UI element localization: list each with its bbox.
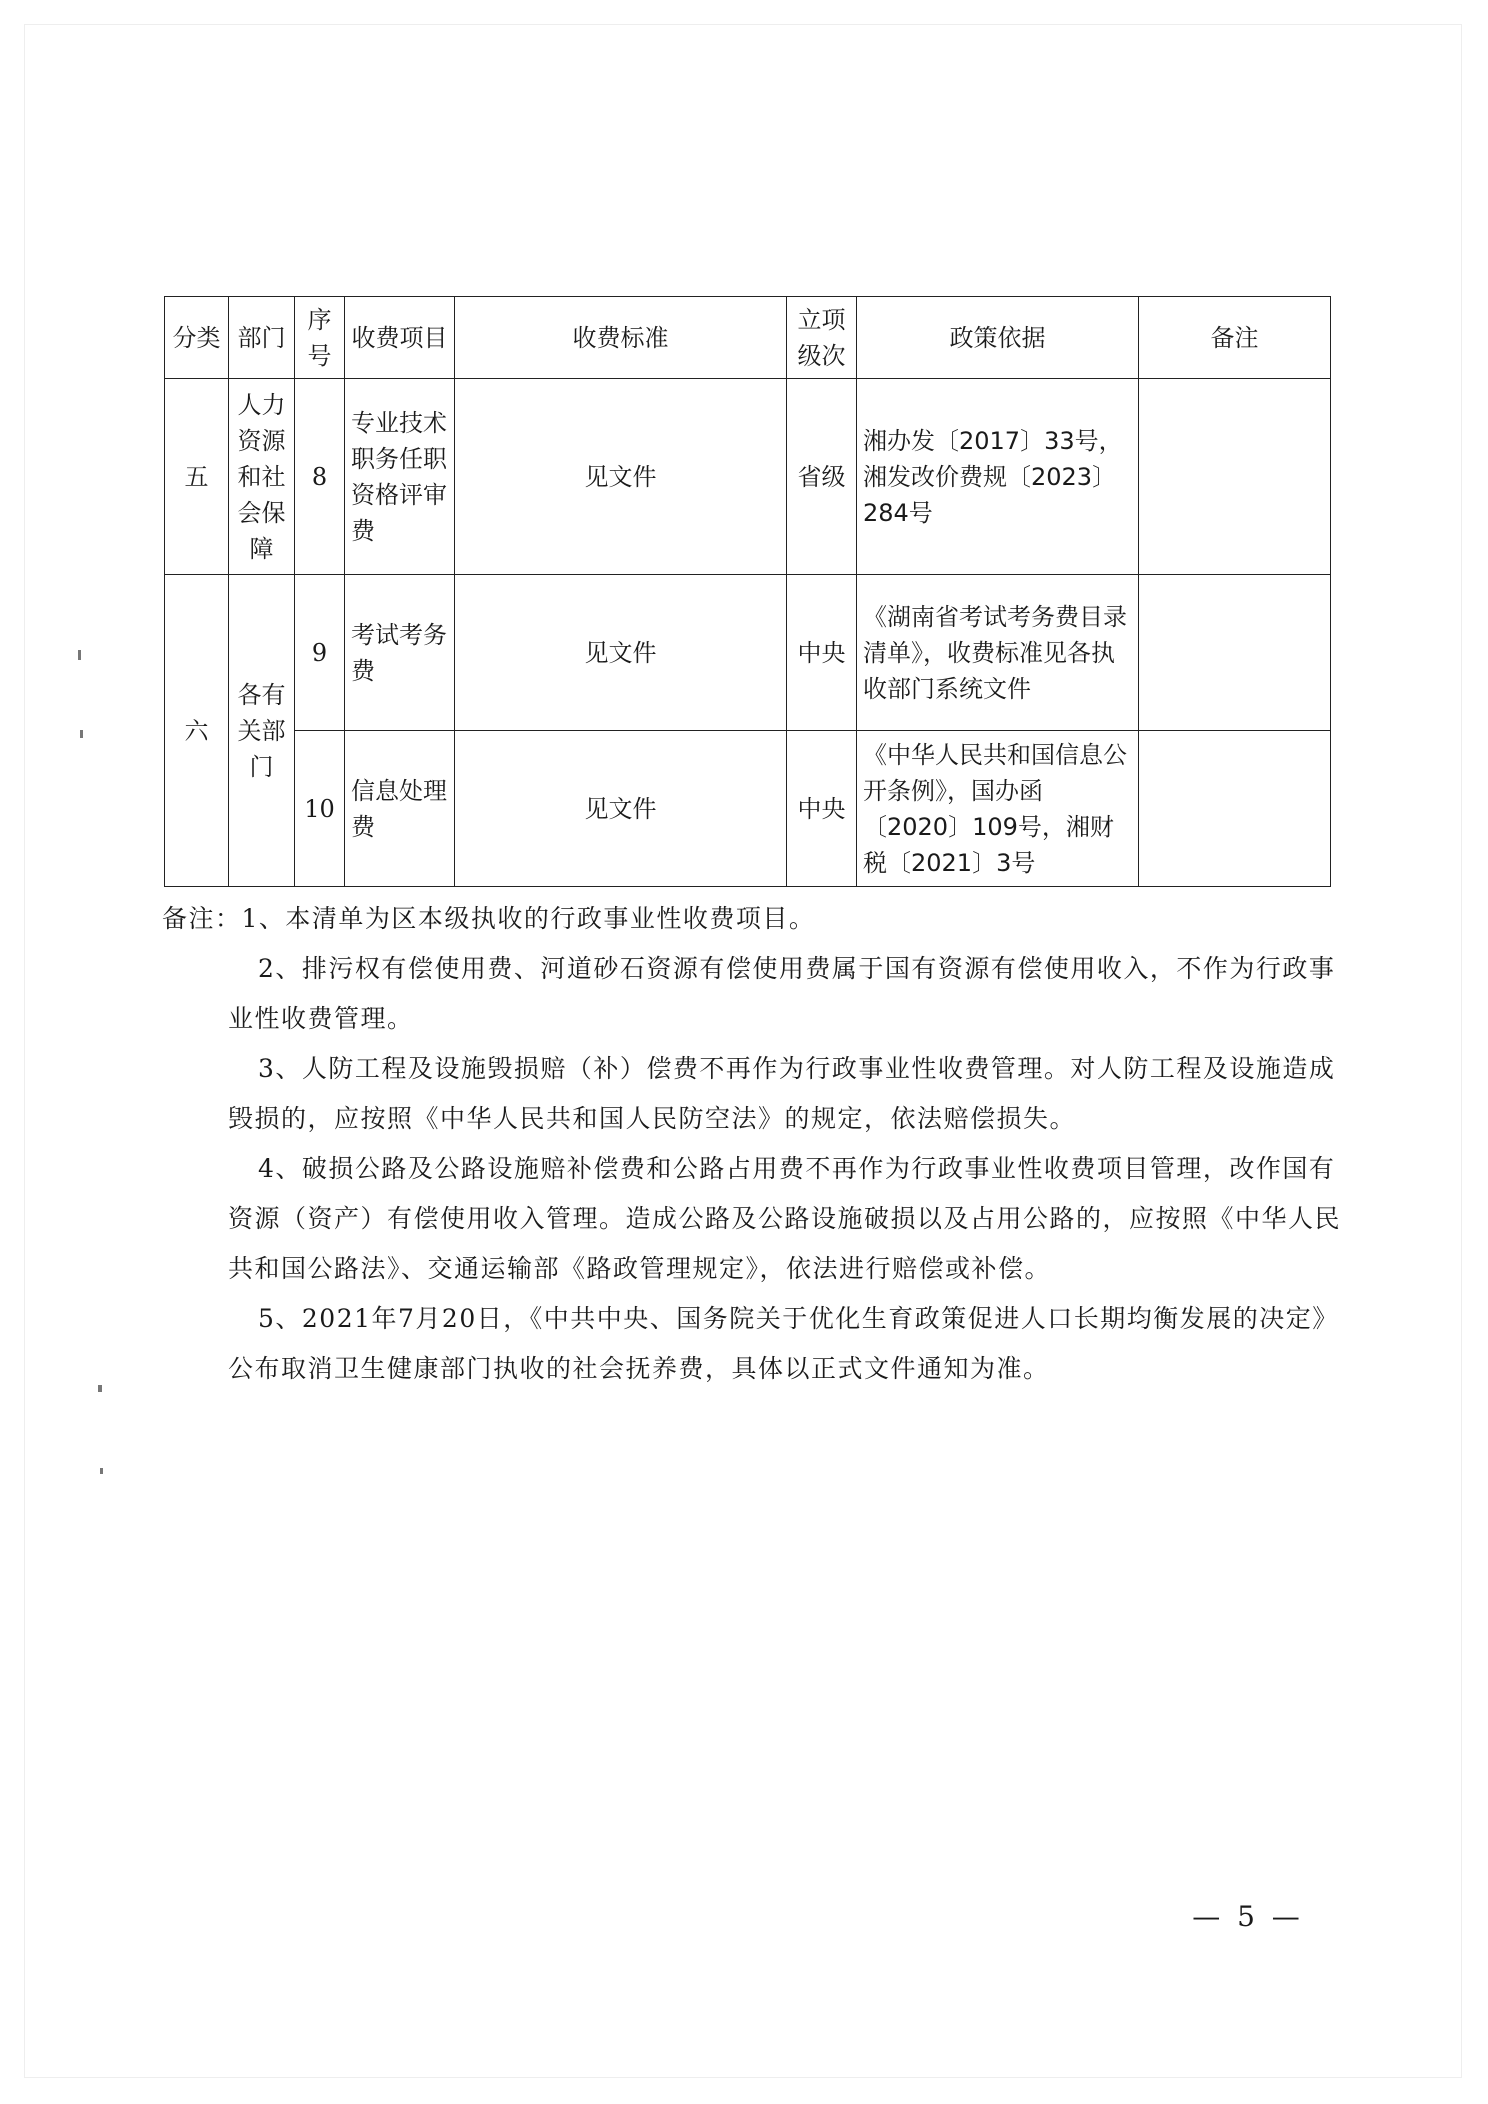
header-item: 收费项目 xyxy=(345,297,455,379)
note-item-1 xyxy=(162,894,1342,944)
row-basis: 湘办发〔2017〕33号，湘发改价费规〔2023〕284号 xyxy=(857,379,1139,575)
header-category: 分类 xyxy=(165,297,229,379)
row-item: 信息处理费 xyxy=(345,731,455,887)
header-standard: 收费标准 xyxy=(455,297,787,379)
header-basis: 政策依据 xyxy=(857,297,1139,379)
scan-speck xyxy=(100,1468,103,1474)
row-standard: 见文件 xyxy=(455,731,787,887)
row-department: 各有关部门 xyxy=(229,575,295,887)
row-basis: 《湖南省考试考务费目录清单》，收费标准见各执收部门系统文件 xyxy=(857,575,1139,731)
row-seq: 9 xyxy=(295,575,345,731)
row-remark xyxy=(1139,731,1331,887)
row-department: 人力资源和社会保障 xyxy=(229,379,295,575)
header-level: 立项级次 xyxy=(787,297,857,379)
note-item-3: 3、人防工程及设施毁损赔（补）偿费不再作为行政事业性收费管理。对人防工程及设施造成毁损的，应按照《中华人民共和国人民防空法》的规定，依法赔偿损失。 xyxy=(228,1054,1336,1133)
note-item-4: 4、破损公路及公路设施赔补偿费和公路占用费不再作为行政事业性收费项目管理，改作国有资源（资产）有偿使用收入管理。造成公路及公路设施破损以及占用公路的，应按照《中华人民共和国公路法》、交通运输部《路政管理规定》，依法进行赔偿或补偿。 xyxy=(228,1154,1342,1283)
table-row xyxy=(165,731,1331,887)
row-item: 专业技术职务任职资格评审费 xyxy=(345,379,455,575)
header-department: 部门 xyxy=(229,297,295,379)
header-remark: 备注 xyxy=(1139,297,1331,379)
fee-table xyxy=(164,296,1331,887)
page-number: — 5 — xyxy=(1192,1900,1304,1933)
row-remark xyxy=(1139,379,1331,575)
scan-speck xyxy=(98,1385,102,1392)
row-item: 考试考务费 xyxy=(345,575,455,731)
notes xyxy=(162,894,1342,1394)
row-level: 中央 xyxy=(787,731,857,887)
scan-speck xyxy=(78,650,81,660)
note-item-5: 5、2021年7月20日，《中共中央、国务院关于优化生育政策促进人口长期均衡发展的决定》公布取消卫生健康部门执收的社会抚养费，具体以正式文件通知为准。 xyxy=(228,1304,1339,1383)
table-row xyxy=(165,575,1331,731)
table-row xyxy=(165,379,1331,575)
table-header-row xyxy=(165,297,1331,379)
header-seq: 序号 xyxy=(295,297,345,379)
scan-speck xyxy=(80,730,83,738)
row-level: 中央 xyxy=(787,575,857,731)
row-remark xyxy=(1139,575,1331,731)
row-category: 六 xyxy=(165,575,229,887)
note-item-2: 2、排污权有偿使用费、河道砂石资源有偿使用费属于国有资源有偿使用收入，不作为行政事业性收费管理。 xyxy=(228,954,1336,1033)
notes-label: 备注： xyxy=(162,904,242,933)
row-basis: 《中华人民共和国信息公开条例》，国办函〔2020〕109号，湘财税〔2021〕3号 xyxy=(857,731,1139,887)
row-seq: 8 xyxy=(295,379,345,575)
row-level: 省级 xyxy=(787,379,857,575)
note-text: 1、本清单为区本级执收的行政事业性收费项目。 xyxy=(241,904,816,933)
row-category: 五 xyxy=(165,379,229,575)
row-seq: 10 xyxy=(295,731,345,887)
row-standard: 见文件 xyxy=(455,379,787,575)
row-standard: 见文件 xyxy=(455,575,787,731)
